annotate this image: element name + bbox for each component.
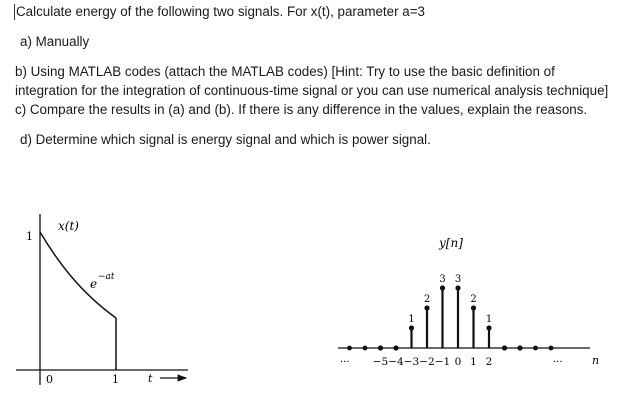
- y-plot-zero-sample-dot: [533, 346, 538, 351]
- x-signal-plot: [16, 214, 188, 386]
- y-plot-n-label: n: [592, 354, 600, 367]
- y-plot-label: y[n]: [439, 236, 463, 250]
- y-plot-n-tick: −5: [372, 356, 389, 368]
- question-part-a: a) Manually: [20, 34, 90, 49]
- question-part-c: c) Compare the results in (a) and (b). If there is any difference in the values, explain the reasons.: [15, 102, 588, 117]
- y-plot-n-tick: 1: [470, 356, 477, 368]
- x-plot-tick-0: 0: [46, 373, 53, 386]
- curve-label-base: e: [90, 277, 98, 291]
- y-plot-n-tick: −3: [403, 356, 420, 368]
- y-plot-stem-head: [471, 305, 476, 310]
- y-plot-ellipsis-right: ···: [553, 357, 563, 368]
- y-plot-stem-head: [486, 325, 491, 330]
- y-signal-plot: [338, 236, 599, 368]
- y-plot-value-label: 2: [423, 294, 431, 305]
- y-plot-zero-sample-dot: [347, 346, 352, 351]
- y-plot-n-tick: −2: [419, 356, 435, 368]
- y-plot-stem-head: [378, 345, 383, 350]
- x-plot-tick-1: 1: [112, 373, 119, 386]
- question-intro: Calculate energy of the following two signals. For x(t), parameter a=3: [16, 4, 425, 19]
- y-plot-stem-head: [502, 345, 507, 350]
- y-plot-value-label: 2: [470, 294, 477, 305]
- y-plot-n-tick: −1: [434, 356, 451, 368]
- y-plot-value-label: 1: [408, 314, 415, 325]
- y-plot-n-tick: −4: [388, 356, 404, 368]
- y-plot-stem-head: [409, 325, 414, 330]
- y-plot-stem-head: [393, 345, 398, 350]
- x-plot-y-tick: 1: [26, 230, 33, 243]
- y-plot-n-tick: 0: [454, 356, 462, 368]
- y-plot-stem-head: [424, 305, 429, 310]
- y-plot-ellipsis-left: ···: [340, 357, 350, 368]
- y-plot-zero-sample-dot: [363, 346, 368, 351]
- x-plot-t-label: t: [148, 372, 153, 385]
- y-plot-stem-head: [455, 285, 460, 290]
- question-part-b-line1: b) Using MATLAB codes (attach the MATLAB codes) [Hint: Try to use the basic definition of: [15, 64, 555, 79]
- y-plot-n-tick: 2: [485, 356, 493, 368]
- y-plot-value-label: 1: [485, 314, 493, 325]
- y-plot-zero-sample-dot: [549, 346, 554, 351]
- y-plot-value-label: 3: [439, 274, 446, 285]
- y-plot-value-label: 3: [454, 274, 462, 285]
- y-plot-stem-head: [517, 345, 522, 350]
- x-plot-ylabel: x(t): [58, 219, 79, 233]
- y-plot-stem-head: [440, 285, 445, 290]
- question-part-b-line2: integration for the integration of continuous-time signal or you can use numerical analysis technique]: [15, 83, 609, 98]
- question-part-d: d) Determine which signal is energy signal and which is power signal.: [20, 132, 431, 147]
- curve-label-exponent: −at: [98, 272, 115, 282]
